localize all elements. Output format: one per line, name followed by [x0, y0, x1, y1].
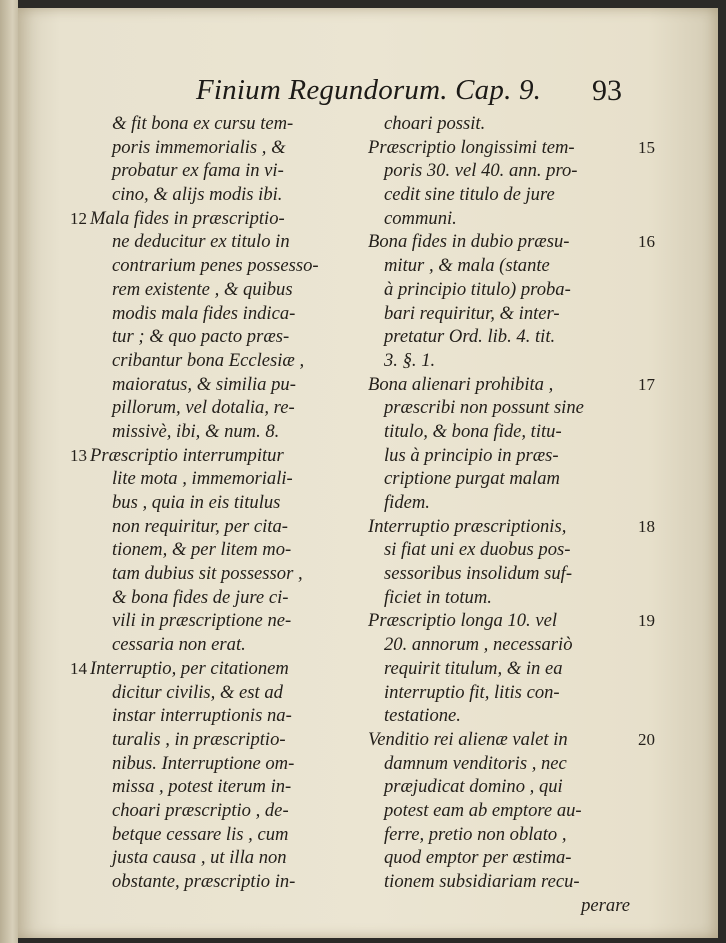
text-line: [368, 823, 630, 847]
text-line: [90, 752, 358, 776]
text-line: [368, 183, 630, 207]
line-text: lite mota , immemoriali-: [112, 468, 293, 490]
line-text: justa causa , ut illa non: [112, 847, 287, 869]
line-text: potest eam ab emptore au-: [384, 799, 582, 821]
line-text: tionem, & per litem mo-: [112, 539, 292, 561]
line-text: tur ; & quo pacto præs-: [112, 326, 290, 348]
line-text: vili in præscriptione ne-: [112, 610, 292, 632]
line-text: nibus. Interruptione om-: [112, 752, 295, 774]
text-line: [368, 894, 630, 918]
line-text: præscribi non possunt sine: [384, 397, 584, 419]
text-line: [368, 609, 655, 633]
line-text: præjudicat domino , qui: [384, 776, 563, 798]
text-line: [368, 207, 630, 231]
line-text: poris 30. vel 40. ann. pro-: [384, 160, 578, 182]
text-line: [90, 633, 358, 657]
entry-number: 17: [638, 374, 655, 394]
text-line: [90, 775, 358, 799]
text-line: [90, 420, 358, 444]
text-line: [368, 515, 655, 539]
text-line: [90, 609, 358, 633]
line-text: Bona alienari prohibita ,: [368, 373, 554, 395]
line-text: Mala fides in præscriptio-: [90, 207, 285, 229]
text-line: [90, 823, 358, 847]
text-line: [90, 254, 358, 278]
text-line: [90, 515, 358, 539]
text-line: [368, 633, 630, 657]
text-line: [90, 491, 358, 515]
text-line: [90, 704, 358, 728]
text-line: [368, 396, 630, 420]
text-line: [90, 349, 358, 373]
line-text: dicitur civilis, & est ad: [112, 681, 283, 703]
text-line: [368, 704, 630, 728]
text-line: [70, 657, 358, 681]
text-line: [368, 136, 655, 160]
text-line: [368, 681, 630, 705]
text-line: [368, 870, 630, 894]
line-text: titulo, & bona fide, titu-: [384, 420, 562, 442]
text-line: [70, 207, 358, 231]
line-text: modis mala fides indica-: [112, 302, 296, 324]
line-text: cino, & alijs modis ibi.: [112, 184, 283, 206]
text-line: [90, 467, 358, 491]
text-line: [90, 846, 358, 870]
entry-number: 20: [638, 729, 655, 749]
line-text: cessaria non erat.: [112, 634, 246, 656]
text-line: [70, 444, 358, 468]
page-number: 93: [592, 74, 622, 107]
text-line: [90, 681, 358, 705]
entry-number: 14: [70, 658, 87, 678]
line-text: poris immemorialis , &: [112, 136, 286, 158]
line-text: choari præscriptio , de-: [112, 799, 289, 821]
running-title: Finium Regundorum. Cap. 9.: [196, 74, 542, 106]
line-text: & bona fides de jure ci-: [112, 586, 289, 608]
text-line: [90, 538, 358, 562]
entry-number: 19: [638, 611, 655, 631]
line-text: bus , quia in eis titulus: [112, 492, 281, 513]
text-line: [90, 278, 358, 302]
line-text: lus à principio in præs-: [384, 444, 559, 466]
line-text: 3. §. 1.: [384, 349, 436, 371]
text-line: [368, 562, 630, 586]
line-text: si fiat uni ex duobus pos-: [384, 539, 571, 561]
line-text: Bona fides in dubio præsu-: [368, 231, 570, 253]
entry-number: 13: [70, 445, 87, 465]
text-line: [90, 728, 358, 752]
page-gutter: [0, 0, 18, 943]
line-text: probatur ex fama in vi-: [112, 160, 284, 182]
text-line: [368, 491, 630, 515]
line-text: quod emptor per æstima-: [384, 847, 572, 869]
text-line: [368, 112, 630, 136]
text-line: [90, 799, 358, 823]
line-text: perare: [581, 894, 630, 916]
line-text: cribantur bona Ecclesiæ ,: [112, 349, 305, 371]
line-text: pillorum, vel dotalia, re-: [112, 397, 295, 419]
line-text: maioratus, & similia pu-: [112, 373, 296, 395]
text-line: [368, 799, 630, 823]
line-text: requirit titulum, & in ea: [384, 657, 563, 679]
text-line: [368, 373, 655, 397]
text-line: [368, 538, 630, 562]
text-line: [90, 373, 358, 397]
line-text: sessoribus insolidum suf-: [384, 563, 573, 585]
text-line: [368, 728, 655, 752]
line-text: à principio titulo) proba-: [384, 278, 571, 300]
line-text: testatione.: [384, 705, 461, 727]
line-text: communi.: [384, 207, 457, 229]
text-line: [368, 775, 630, 799]
line-text: interruptio fit, litis con-: [384, 681, 560, 703]
text-line: [90, 562, 358, 586]
text-line: [368, 254, 630, 278]
text-line: [368, 278, 630, 302]
line-text: non requiritur, per cita-: [112, 515, 288, 537]
line-text: ne deducitur ex titulo in: [112, 231, 290, 253]
line-text: Præscriptio longissimi tem-: [368, 136, 575, 158]
text-line: [368, 325, 630, 349]
line-text: Interruptio, per citationem: [90, 657, 289, 679]
line-text: tam dubius sit possessor ,: [112, 563, 303, 585]
line-text: betque cessare lis , cum: [112, 823, 289, 845]
line-text: instar interruptionis na-: [112, 705, 292, 727]
entry-number: 18: [638, 516, 655, 536]
line-text: mitur , & mala (stante: [384, 255, 550, 277]
text-line: [368, 302, 630, 326]
line-text: Præscriptio longa 10. vel: [368, 610, 558, 632]
text-line: [368, 230, 655, 254]
entry-number: 12: [70, 208, 87, 228]
line-text: Venditio rei alienæ valet in: [368, 728, 568, 750]
text-line: [90, 396, 358, 420]
entry-number: 15: [638, 137, 655, 157]
line-text: obstante, præscriptio in-: [112, 871, 296, 892]
line-text: choari possit.: [384, 113, 486, 134]
line-text: tionem subsidiariam recu-: [384, 871, 580, 892]
line-text: bari requiritur, & inter-: [384, 302, 560, 324]
right-column: [368, 112, 655, 917]
text-line: [368, 467, 630, 491]
line-text: cedit sine titulo de jure: [384, 184, 555, 206]
text-line: [90, 230, 358, 254]
text-line: [368, 159, 630, 183]
line-text: 20. annorum , necessariò: [384, 634, 573, 656]
line-text: ficiet in totum.: [384, 586, 492, 608]
line-text: damnum venditoris , nec: [384, 752, 567, 774]
text-line: [368, 444, 630, 468]
line-text: Interruptio præscriptionis,: [368, 515, 567, 537]
text-line: [90, 870, 358, 894]
text-line: [368, 657, 630, 681]
line-text: rem existente , & quibus: [112, 278, 293, 300]
text-line: [368, 349, 630, 373]
line-text: contrarium penes possesso-: [112, 255, 319, 277]
line-text: & fit bona ex cursu tem-: [112, 113, 294, 134]
line-text: Præscriptio interrumpitur: [90, 444, 284, 466]
text-line: [368, 586, 630, 610]
entry-number: 16: [638, 232, 655, 252]
line-text: criptione purgat malam: [384, 468, 560, 490]
text-line: [90, 136, 358, 160]
text-line: [368, 752, 630, 776]
text-line: [90, 183, 358, 207]
line-text: pretatur Ord. lib. 4. tit.: [384, 326, 556, 348]
line-text: missa , potest iterum in-: [112, 776, 292, 798]
left-column: [70, 112, 358, 894]
text-line: [90, 112, 358, 136]
line-text: missivè, ibi, & num. 8.: [112, 420, 280, 442]
text-line: [90, 586, 358, 610]
text-line: [368, 420, 630, 444]
line-text: ferre, pretio non oblato ,: [384, 823, 567, 845]
text-line: [90, 325, 358, 349]
line-text: fidem.: [384, 492, 430, 513]
text-line: [90, 302, 358, 326]
text-line: [90, 159, 358, 183]
text-line: [368, 846, 630, 870]
line-text: turalis , in præscriptio-: [112, 728, 286, 750]
